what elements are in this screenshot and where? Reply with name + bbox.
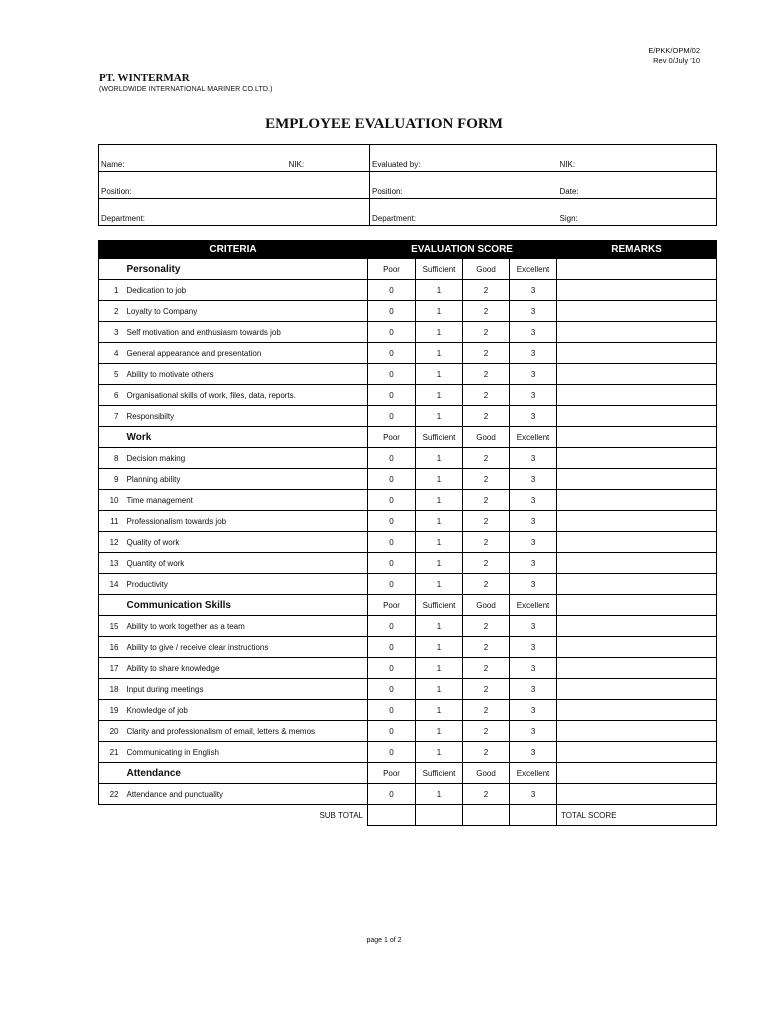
criteria-label: Communicating in English [123, 742, 368, 763]
score-option[interactable]: 0 [368, 448, 416, 469]
criteria-label: Knowledge of job [123, 700, 368, 721]
score-option[interactable]: 3 [510, 301, 557, 322]
score-option[interactable]: 1 [416, 280, 463, 301]
remarks-cell[interactable] [557, 427, 717, 448]
subtotal-spacer [99, 805, 123, 826]
criteria-label: Time management [123, 490, 368, 511]
score-option[interactable]: 0 [368, 658, 416, 679]
remarks-cell[interactable] [557, 448, 717, 469]
score-option[interactable]: 3 [510, 532, 557, 553]
section-title: Communication Skills [123, 595, 368, 616]
criteria-number: 10 [99, 490, 123, 511]
criteria-number: 13 [99, 553, 123, 574]
criteria-row [99, 280, 717, 301]
score-option[interactable]: 0 [368, 574, 416, 595]
score-label: Poor [368, 595, 416, 616]
score-option[interactable]: 3 [510, 658, 557, 679]
criteria-label: Ability to work together as a team [123, 616, 368, 637]
score-option[interactable]: 2 [463, 511, 510, 532]
criteria-number: 22 [99, 784, 123, 805]
remarks-cell[interactable] [557, 553, 717, 574]
section-title: Attendance [123, 763, 368, 784]
score-option[interactable]: 0 [368, 280, 416, 301]
score-option[interactable]: 1 [416, 532, 463, 553]
section-header-row [99, 427, 717, 448]
total-score-field[interactable]: TOTAL SCORE [557, 805, 717, 826]
date-field[interactable]: Date: [558, 172, 717, 199]
score-option[interactable]: 1 [416, 490, 463, 511]
remarks-cell[interactable] [557, 385, 717, 406]
criteria-number: 15 [99, 616, 123, 637]
score-option[interactable]: 3 [510, 742, 557, 763]
score-label: Sufficient [416, 763, 463, 784]
criteria-label: Ability to share knowledge [123, 658, 368, 679]
score-option[interactable]: 2 [463, 301, 510, 322]
score-option[interactable]: 2 [463, 700, 510, 721]
score-option[interactable]: 0 [368, 532, 416, 553]
name-field[interactable]: Name: [99, 145, 287, 172]
score-option[interactable]: 0 [368, 385, 416, 406]
page-number: page 1 of 2 [366, 937, 402, 944]
score-option[interactable]: 3 [510, 469, 557, 490]
score-option[interactable]: 0 [368, 301, 416, 322]
criteria-row [99, 301, 717, 322]
score-option[interactable]: 2 [463, 742, 510, 763]
score-option[interactable]: 1 [416, 553, 463, 574]
criteria-row [99, 343, 717, 364]
score-option[interactable]: 2 [463, 679, 510, 700]
criteria-number: 19 [99, 700, 123, 721]
score-option[interactable]: 1 [416, 658, 463, 679]
criteria-row [99, 637, 717, 658]
remarks-cell[interactable] [557, 490, 717, 511]
section-title: Personality [123, 259, 368, 280]
score-option[interactable]: 1 [416, 385, 463, 406]
score-option[interactable]: 2 [463, 658, 510, 679]
score-option[interactable]: 1 [416, 616, 463, 637]
score-option[interactable]: 1 [416, 364, 463, 385]
remarks-cell[interactable] [557, 700, 717, 721]
score-label: Excellent [510, 427, 557, 448]
document-reference [648, 46, 700, 66]
criteria-label: Ability to motivate others [123, 364, 368, 385]
score-option[interactable]: 0 [368, 784, 416, 805]
score-option[interactable]: 3 [510, 511, 557, 532]
criteria-row [99, 658, 717, 679]
remarks-cell[interactable] [557, 784, 717, 805]
remarks-header: REMARKS [557, 241, 717, 259]
score-label: Good [463, 763, 510, 784]
remarks-cell[interactable] [557, 280, 717, 301]
position-field[interactable]: Position: [99, 172, 370, 199]
sign-field[interactable]: Sign: [558, 199, 717, 226]
score-option[interactable]: 2 [463, 343, 510, 364]
department-field[interactable]: Department: [99, 199, 370, 226]
score-option[interactable]: 1 [416, 721, 463, 742]
score-option[interactable]: 1 [416, 301, 463, 322]
criteria-label: Clarity and professionalism of email, letters & memos [123, 721, 368, 742]
score-label: Excellent [510, 595, 557, 616]
criteria-row [99, 721, 717, 742]
criteria-number: 14 [99, 574, 123, 595]
score-option[interactable]: 3 [510, 700, 557, 721]
criteria-number: 17 [99, 658, 123, 679]
score-option[interactable]: 2 [463, 574, 510, 595]
criteria-row [99, 322, 717, 343]
criteria-label: Self motivation and enthusiasm towards job [123, 322, 368, 343]
score-option[interactable]: 2 [463, 385, 510, 406]
score-option[interactable]: 1 [416, 700, 463, 721]
score-label: Poor [368, 427, 416, 448]
score-option[interactable]: 3 [510, 616, 557, 637]
remarks-cell[interactable] [557, 637, 717, 658]
score-option[interactable]: 0 [368, 700, 416, 721]
company-subtitle: (WORLDWIDE INTERNATIONAL MARINER CO.LTD.) [99, 86, 273, 93]
criteria-row [99, 448, 717, 469]
score-option[interactable]: 3 [510, 490, 557, 511]
criteria-row [99, 574, 717, 595]
criteria-row [99, 616, 717, 637]
section-header-row [99, 259, 717, 280]
section-number-blank [99, 259, 123, 280]
document-revision: Rev 0/July '10 [653, 56, 700, 65]
remarks-cell[interactable] [557, 658, 717, 679]
criteria-label: Organisational skills of work, files, data, reports. [123, 385, 368, 406]
score-option[interactable]: 2 [463, 364, 510, 385]
criteria-number: 12 [99, 532, 123, 553]
employee-info-table [98, 144, 717, 226]
remarks-cell[interactable] [557, 532, 717, 553]
remarks-cell[interactable] [557, 763, 717, 784]
criteria-row [99, 364, 717, 385]
criteria-number: 18 [99, 679, 123, 700]
criteria-label: Productivity [123, 574, 368, 595]
score-option[interactable]: 1 [416, 469, 463, 490]
score-option[interactable]: 2 [463, 406, 510, 427]
criteria-row [99, 532, 717, 553]
subtotal-row [99, 805, 717, 826]
subtotal-cell[interactable] [510, 805, 557, 826]
criteria-label: Planning ability [123, 469, 368, 490]
criteria-row [99, 553, 717, 574]
criteria-row [99, 511, 717, 532]
criteria-label: General appearance and presentation [123, 343, 368, 364]
score-option[interactable]: 1 [416, 679, 463, 700]
score-option[interactable]: 3 [510, 343, 557, 364]
score-option[interactable]: 3 [510, 385, 557, 406]
score-option[interactable]: 1 [416, 784, 463, 805]
nik-field[interactable]: NIK: [287, 145, 370, 172]
score-option[interactable]: 3 [510, 784, 557, 805]
score-label: Good [463, 595, 510, 616]
score-option[interactable]: 3 [510, 406, 557, 427]
remarks-cell[interactable] [557, 574, 717, 595]
score-option[interactable]: 3 [510, 679, 557, 700]
criteria-number: 11 [99, 511, 123, 532]
score-option[interactable]: 2 [463, 553, 510, 574]
score-option[interactable]: 1 [416, 343, 463, 364]
score-option[interactable]: 0 [368, 616, 416, 637]
remarks-cell[interactable] [557, 679, 717, 700]
score-option[interactable]: 2 [463, 448, 510, 469]
criteria-label: Responsibilty [123, 406, 368, 427]
criteria-number: 21 [99, 742, 123, 763]
score-option[interactable]: 2 [463, 469, 510, 490]
score-option[interactable]: 1 [416, 511, 463, 532]
score-option[interactable]: 0 [368, 721, 416, 742]
score-option[interactable]: 0 [368, 511, 416, 532]
score-option[interactable]: 2 [463, 532, 510, 553]
score-option[interactable]: 3 [510, 448, 557, 469]
section-number-blank [99, 763, 123, 784]
score-label: Good [463, 427, 510, 448]
score-option[interactable]: 3 [510, 280, 557, 301]
evaluator-position-field[interactable]: Position: [370, 172, 558, 199]
remarks-cell[interactable] [557, 406, 717, 427]
section-header-row [99, 595, 717, 616]
criteria-number: 16 [99, 637, 123, 658]
score-label: Poor [368, 259, 416, 280]
score-label: Poor [368, 763, 416, 784]
remarks-cell[interactable] [557, 469, 717, 490]
criteria-label: Attendance and punctuality [123, 784, 368, 805]
section-title: Work [123, 427, 368, 448]
score-option[interactable]: 0 [368, 742, 416, 763]
remarks-cell[interactable] [557, 742, 717, 763]
remarks-cell[interactable] [557, 595, 717, 616]
remarks-cell[interactable] [557, 322, 717, 343]
score-option[interactable]: 2 [463, 784, 510, 805]
score-option[interactable]: 1 [416, 322, 463, 343]
evaluator-department-field[interactable]: Department: [370, 199, 558, 226]
score-option[interactable]: 0 [368, 553, 416, 574]
criteria-label: Dedication to job [123, 280, 368, 301]
remarks-cell[interactable] [557, 301, 717, 322]
criteria-number: 1 [99, 280, 123, 301]
criteria-number: 2 [99, 301, 123, 322]
document-code: E/PKK/OPM/02 [648, 46, 700, 55]
subtotal-cell[interactable] [368, 805, 416, 826]
score-label: Sufficient [416, 427, 463, 448]
score-option[interactable]: 1 [416, 637, 463, 658]
score-option[interactable]: 2 [463, 322, 510, 343]
score-option[interactable]: 0 [368, 637, 416, 658]
section-number-blank [99, 427, 123, 448]
evaluation-table [98, 240, 717, 826]
criteria-number: 5 [99, 364, 123, 385]
company-name: PT. WINTERMAR [99, 72, 190, 84]
criteria-label: Ability to give / receive clear instructions [123, 637, 368, 658]
score-option[interactable]: 0 [368, 490, 416, 511]
subtotal-cell[interactable] [416, 805, 463, 826]
score-option[interactable]: 0 [368, 322, 416, 343]
criteria-label: Professionalism towards job [123, 511, 368, 532]
subtotal-cell[interactable] [463, 805, 510, 826]
score-option[interactable]: 1 [416, 406, 463, 427]
remarks-cell[interactable] [557, 364, 717, 385]
score-option[interactable]: 3 [510, 364, 557, 385]
criteria-row [99, 406, 717, 427]
remarks-cell[interactable] [557, 511, 717, 532]
remarks-cell[interactable] [557, 259, 717, 280]
criteria-number: 9 [99, 469, 123, 490]
criteria-row [99, 742, 717, 763]
remarks-cell[interactable] [557, 721, 717, 742]
score-option[interactable]: 0 [368, 469, 416, 490]
criteria-header: CRITERIA [99, 241, 368, 259]
score-option[interactable]: 1 [416, 742, 463, 763]
score-label: Good [463, 259, 510, 280]
criteria-label: Quantity of work [123, 553, 368, 574]
subtotal-label: SUB TOTAL [123, 805, 368, 826]
criteria-label: Input during meetings [123, 679, 368, 700]
criteria-row [99, 784, 717, 805]
criteria-label: Loyalty to Company [123, 301, 368, 322]
criteria-row [99, 490, 717, 511]
score-option[interactable]: 2 [463, 637, 510, 658]
remarks-cell[interactable] [557, 343, 717, 364]
form-title: EMPLOYEE EVALUATION FORM [265, 116, 503, 132]
score-label: Sufficient [416, 259, 463, 280]
score-label: Excellent [510, 259, 557, 280]
score-option[interactable]: 3 [510, 322, 557, 343]
criteria-number: 7 [99, 406, 123, 427]
score-label: Excellent [510, 763, 557, 784]
score-option[interactable]: 2 [463, 490, 510, 511]
evaluation-score-header: EVALUATION SCORE [368, 241, 557, 259]
score-option[interactable]: 3 [510, 721, 557, 742]
score-option[interactable]: 0 [368, 406, 416, 427]
evaluated-by-field[interactable]: Evaluated by: [370, 145, 558, 172]
score-option[interactable]: 1 [416, 448, 463, 469]
score-option[interactable]: 0 [368, 364, 416, 385]
score-option[interactable]: 3 [510, 553, 557, 574]
criteria-number: 6 [99, 385, 123, 406]
evaluator-nik-field[interactable]: NIK: [558, 145, 717, 172]
criteria-number: 3 [99, 322, 123, 343]
criteria-row [99, 469, 717, 490]
criteria-number: 8 [99, 448, 123, 469]
criteria-row [99, 679, 717, 700]
score-option[interactable]: 2 [463, 280, 510, 301]
score-option[interactable]: 0 [368, 343, 416, 364]
score-option[interactable]: 2 [463, 616, 510, 637]
criteria-number: 4 [99, 343, 123, 364]
section-header-row [99, 763, 717, 784]
section-number-blank [99, 595, 123, 616]
criteria-row [99, 385, 717, 406]
score-option[interactable]: 3 [510, 637, 557, 658]
score-option[interactable]: 2 [463, 721, 510, 742]
remarks-cell[interactable] [557, 616, 717, 637]
table-header-row [99, 241, 717, 259]
score-label: Sufficient [416, 595, 463, 616]
score-option[interactable]: 3 [510, 574, 557, 595]
criteria-number: 20 [99, 721, 123, 742]
criteria-row [99, 700, 717, 721]
score-option[interactable]: 1 [416, 574, 463, 595]
criteria-label: Quality of work [123, 532, 368, 553]
criteria-label: Decision making [123, 448, 368, 469]
score-option[interactable]: 0 [368, 679, 416, 700]
